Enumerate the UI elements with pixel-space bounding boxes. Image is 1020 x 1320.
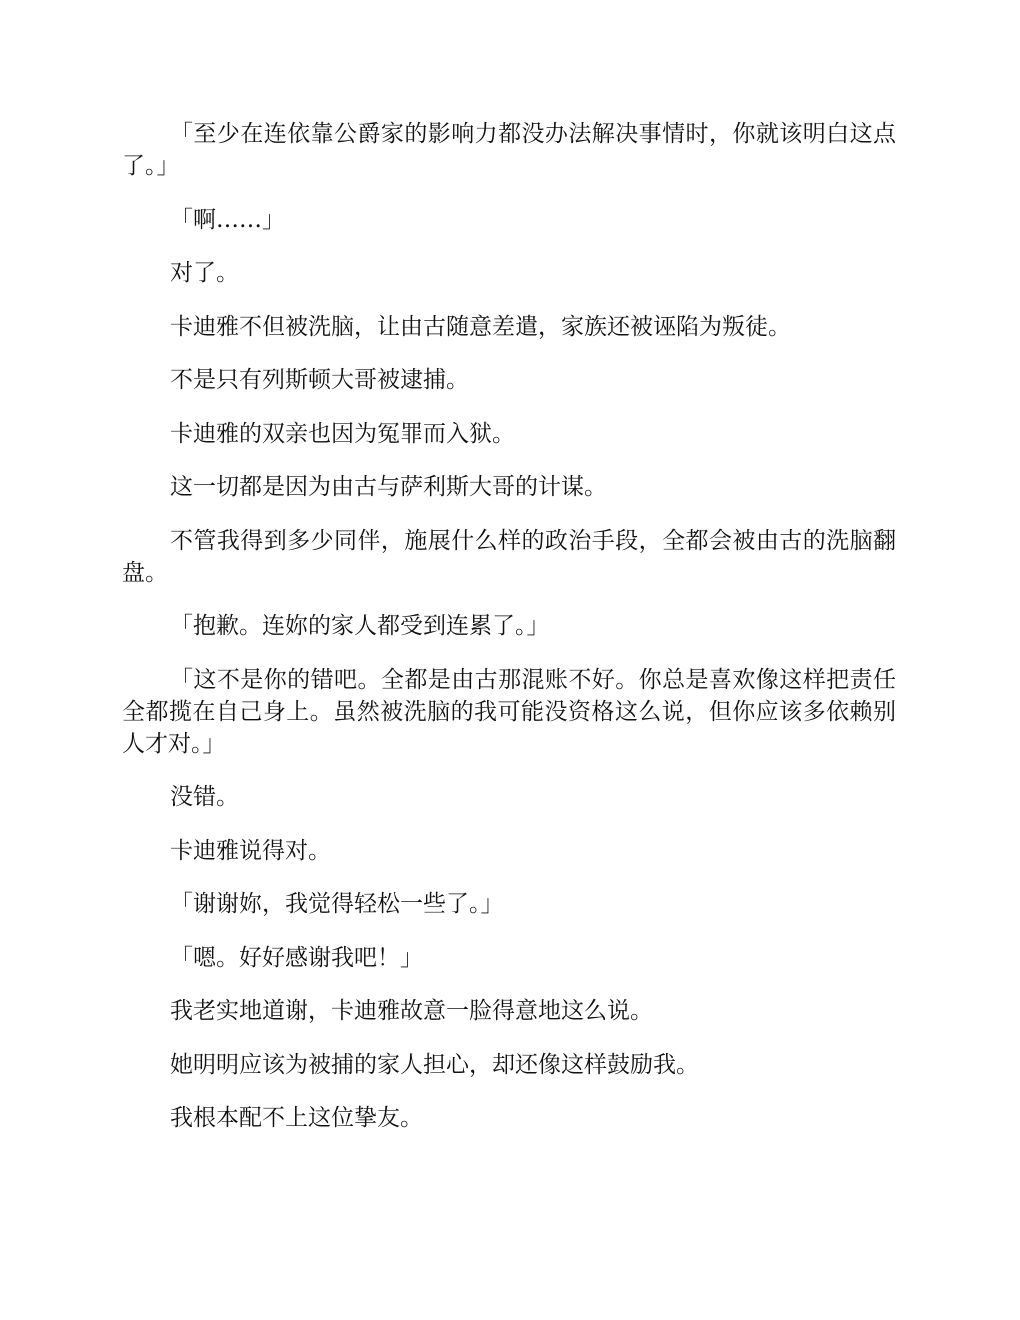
paragraph: 不管我得到多少同伴，施展什么样的政治手段，全都会被由古的洗脑翻盘。	[122, 527, 896, 586]
paragraph: 卡迪雅说得对。	[170, 837, 331, 864]
paragraph: 没错。	[170, 784, 239, 810]
paragraph: 「啊……」	[170, 206, 285, 233]
paragraph: 「这不是你的错吧。全都是由古那混账不好。你总是喜欢像这样把责任全都揽在自己身上。虽然被洗脑的我可能没资格这么说，但你应该多依赖别人才对。」	[122, 666, 896, 757]
paragraph: 卡迪雅不但被洗脑，让由古随意差遣，家族还被诬陷为叛徒。	[170, 313, 791, 340]
paragraph: 「谢谢妳，我觉得轻松一些了。」	[170, 891, 504, 917]
paragraph: 对了。	[170, 260, 239, 286]
paragraph: 「抱歉。连妳的家人都受到连累了。」	[170, 613, 550, 639]
paragraph: 这一切都是因为由古与萨利斯大哥的计谋。	[170, 474, 607, 500]
document-page	[122, 118, 896, 1156]
paragraph: 「嗯。好好感谢我吧！」	[170, 944, 423, 971]
paragraph: 卡迪雅的双亲也因为冤罪而入狱。	[170, 420, 515, 447]
paragraph: 我根本配不上这位挚友。	[170, 1105, 423, 1131]
paragraph: 我老实地道谢，卡迪雅故意一脸得意地这么说。	[170, 998, 653, 1024]
paragraph: 「至少在连依靠公爵家的影响力都没办法解决事情时，你就该明白这点了。」	[122, 121, 896, 179]
paragraph: 不是只有列斯顿大哥被逮捕。	[170, 367, 469, 393]
paragraph: 她明明应该为被捕的家人担心，却还像这样鼓励我。	[170, 1051, 699, 1078]
